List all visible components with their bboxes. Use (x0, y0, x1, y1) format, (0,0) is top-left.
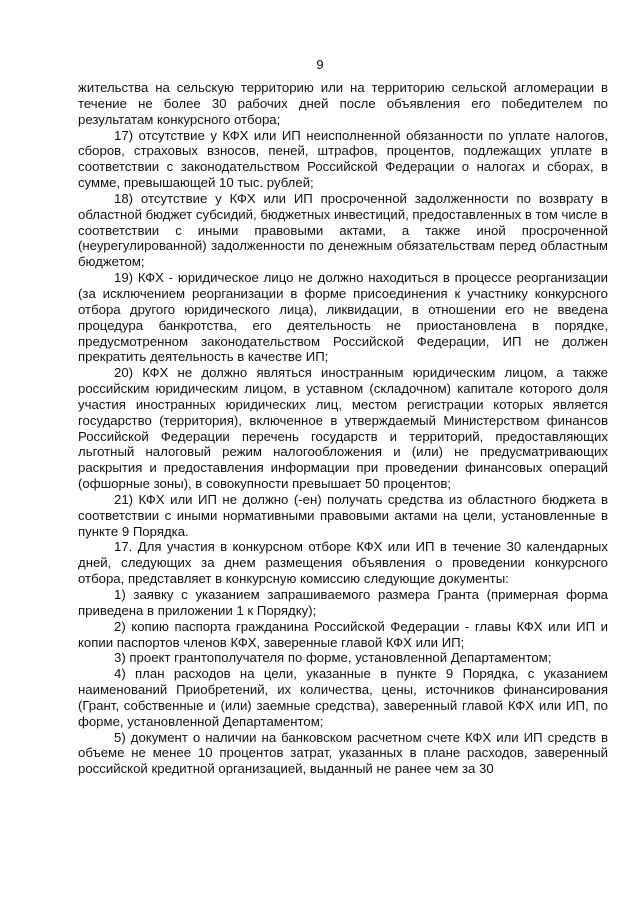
paragraph-doc-2: 2) копию паспорта гражданина Российской Федерации - главы КФХ или ИП и копии паспортов членов КФХ, заверенные главой КФХ или ИП; (78, 618, 608, 650)
paragraph-clause-17: 17. Для участия в конкурсном отборе КФХ или ИП в течение 30 календарных дней, следующих за днем размещения объявления о проведении конкурсного отбора, представляет в конкурсную комиссию следующие документы: (78, 539, 608, 587)
page-number: 9 (316, 57, 324, 72)
paragraph-item-19: 19) КФХ - юридическое лицо не должно находиться в процессе реорганизации (за исключением реорганизации в форме присоединения к участнику конкурсного отбора другого юридического лица), ликвидации, в отношении его не введена процедура банкротства, его деятельность не приостановлена в порядке, предусмотренном законодательством Российской Федерации, ИП не должен прекратить деятельность в качестве ИП; (78, 270, 608, 365)
document-body (78, 80, 608, 777)
paragraph-doc-5: 5) документ о наличии на банковском расчетном счете КФХ или ИП средств в объеме не менее 10 процентов затрат, указанных в плане расходов, заверенный российской кредитной организацией, выданный не ранее чем за 30 (78, 729, 608, 777)
paragraph-continuation: жительства на сельскую территорию или на территорию сельской агломерации в течение не более 30 рабочих дней после объявления его победителем по результатам конкурсного отбора; (78, 80, 608, 127)
paragraph-item-18: 18) отсутствие у КФХ или ИП просроченной задолженности по возврату в областной бюджет субсидий, бюджетных инвестиций, предоставленных в том числе в соответствии с иными правовыми актами, а также иной просроченной (неурегулированной) задолженности по денежным обязательствам перед областным бюджетом; (78, 190, 608, 270)
paragraph-doc-4: 4) план расходов на цели, указанные в пункте 9 Порядка, с указанием наименований Приобретений, их количества, цены, источников финансирования (Грант, собственные и (или) заемные средства), заверенный главой КФХ или ИП, по форме, установленной Департаментом; (78, 666, 608, 729)
paragraph-item-17: 17) отсутствие у КФХ или ИП неисполненной обязанности по уплате налогов, сборов, страховых взносов, пеней, штрафов, процентов, подлежащих уплате в соответствии с законодательством Российской Федерации о налогах и сборах, в сумме, превышающей 10 тыс. рублей; (78, 127, 608, 191)
paragraph-doc-1: 1) заявку с указанием запрашиваемого размера Гранта (примерная форма приведена в приложении 1 к Порядку); (78, 587, 608, 618)
paragraph-item-20: 20) КФХ не должно являться иностранным юридическим лицом, а также российским юридическим лицом, в уставном (складочном) капитале которого доля участия иностранных юридических лиц, местом регистрации которых является государство (территория), включенное в утверждаемый Министерством финансов Российской Федерации перечень государств и территорий, предоставляющих льготный налоговый режим налогообложения и (или) не предусматривающих раскрытия и предоставления информации при проведении финансовых операций (офшорные зоны), в совокупности превышает 50 процентов; (78, 365, 608, 492)
paragraph-doc-3: 3) проект грантополучателя по форме, установленной Департаментом; (114, 650, 552, 666)
paragraph-item-21: 21) КФХ или ИП не должно (-ен) получать средства из областного бюджета в соответствии с иными нормативными правовыми актами на цели, установленные в пункте 9 Порядка. (78, 491, 608, 539)
